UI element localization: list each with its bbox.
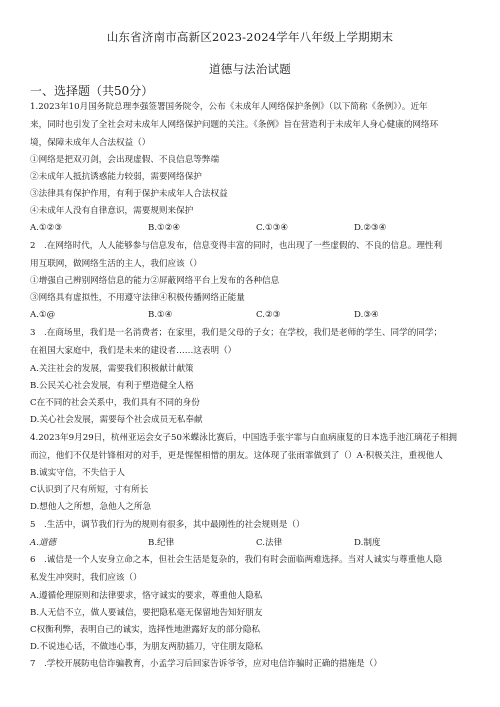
question-1-option-d: D.②③④ [354,223,387,233]
question-5-option-c: C.法律 [256,538,283,548]
question-4-text: 4.2023年9月29日，杭州亚运会女子50米蝶泳比赛后，中国选手张宇霏与白血病康复的日本选手池江璃花子相拥 [30,433,457,443]
question-6-option-a: A.遵循伦理原则和法律要求，恪守诚实的要求，尊重他人隐私 [30,591,263,601]
question-1-option-c: C.①③④ [256,223,289,233]
question-2-text: 用互联网，做网络生活的主人，我们应该（） [30,259,202,269]
section-heading: 一、选择题（共50分） [30,84,154,98]
document-subtitle: 道德与法治试题 [209,62,291,76]
question-1-option-b: B.①②④ [148,223,181,233]
question-4-option-b: B.诚实守信，不失信于人 [30,468,125,478]
question-2-statement: ①增强自己辨别网络信息的能力②屏蔽网络平台上发布的各种信息 [30,276,280,286]
question-2-option-c: C.②③ [256,310,281,320]
question-2-text: 2 .在网络时代，人人能够参与信息发布，信息变得丰富的同时，也出现了一些虚假的、不良的信息。理性利 [30,241,443,251]
question-1-statement: ①网络是把双刃剑，会出现虚假、不良信息等弊端 [30,155,220,165]
question-4-text: 而泣，他们不仅是针锋相对的对手，更是惺惺相惜的朋友。这体现了张雨霏做到了（）A·积极关注，重视他人 [30,451,443,461]
question-2-statement: ③网络具有虚拟性，不用遵守法律④积极传播网络正能量 [30,293,245,303]
question-2-option-b: B.①④ [148,310,173,320]
question-1-statement: ④未成年人没有自律意识，需要规则来保护 [30,206,194,216]
question-1-option-a: A.①②③ [30,223,63,233]
question-3-option-d: D.关心社会发展，需要每个社会成员无私奉献 [30,415,203,425]
question-2-option-a: A.①@ [30,310,56,320]
question-6-option-d: D.不说违心话，不做违心事，为朋友两肋插刀，守住朋友隐私 [30,642,263,652]
question-1-statement: ②未成年人抵抗诱惑能力较弱，需要网络保护 [30,172,202,182]
question-5-option-a: A.道德 [30,538,57,548]
question-5-option-d: D.制度 [354,538,381,548]
question-4-option-d: D.想他人之所想，急他人之所急 [30,502,152,512]
document-title: 山东省济南市高新区2023-2024学年八年级上学期期末 [106,30,394,44]
question-3-text: 在祖国大家庭中，我们是未来的建设者……这表明（） [30,346,237,356]
question-5-option-b: B.纪律 [148,538,175,548]
question-3-text: 3 .在商场里，我们是一名消费者；在家里，我们是父母的子女；在学校，我们是老师的学生、同学的同学； [30,328,443,338]
question-6-option-b: B.人无信不立，做人要诚信，要把隐私毫无保留地告知好朋友 [30,608,263,618]
question-1-text: 1.2023年10月国务院总理李强签署国务院令，公布《未成年人网络保护条例》（以下简称《条例》）。近年 [30,102,428,112]
question-3-option-c: C在不同的社会关系中，我们具有不同的身份 [30,398,200,408]
question-7-text: 7 .学校开展防电信诈骗教育，小孟学习后回家告诉爷爷，应对电信诈骗时正确的措施是（） [30,659,382,669]
question-3-option-a: A.关注社会的发展，需要我们积极献计献策 [30,364,194,374]
question-5-text: 5 .生活中，调节我们行为的规则有很多，其中最刚性的社会规则是（） [30,520,305,530]
question-1-text: 来，同时也引发了全社会对未成年人网络保护问题的关注。《条例》旨在营造利于未成年人身心健康的网络环 [30,120,439,130]
question-6-option-c: C权衡利弊，表明自己的诚实，选择性地泄露好友的部分隐私 [30,625,261,635]
question-3-option-b: B.公民关心社会发展，有利于塑造健全人格 [30,381,194,391]
question-2-option-d: D.③④ [354,310,379,320]
question-6-text: 6 .诚信是一个人安身立命之本，但社会生活是复杂的，我们有时会面临两难选择。当对人诚实与尊重他人隐 [30,555,443,565]
question-4-option-c: C认识到了尺有所短，寸有所长 [30,485,149,495]
question-1-text: 境，保障未成年人合法权益（） [30,138,151,148]
question-6-text: 私发生冲突时，我们应该（） [30,573,142,583]
question-1-statement: ③法律具有保护作用，有利于保护未成年人合法权益 [30,189,228,199]
